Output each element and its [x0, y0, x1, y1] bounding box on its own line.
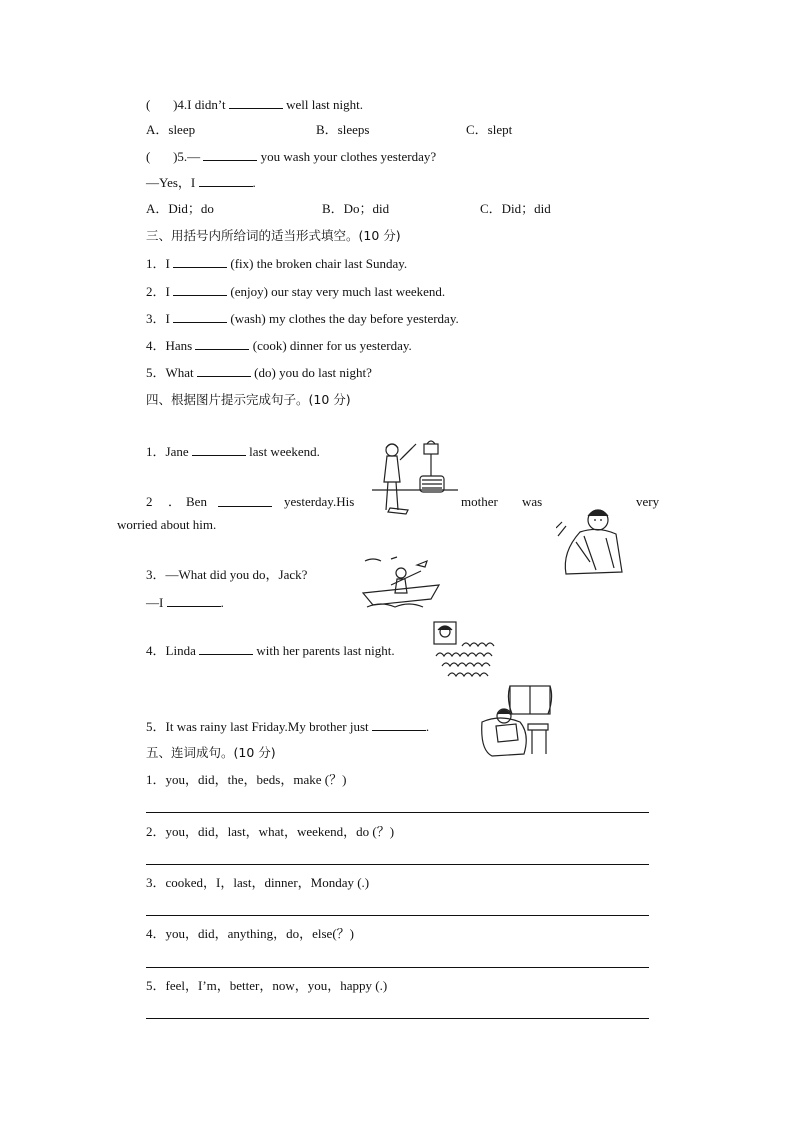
item-text-before: I: [165, 284, 170, 299]
answer-line[interactable]: [146, 967, 649, 968]
item-word: Ben: [186, 494, 207, 509]
answer-text-before: —Yes，I: [146, 175, 196, 190]
question-number: 4.: [177, 97, 188, 112]
item-dot: ．: [168, 494, 182, 509]
item-text-before: What: [165, 365, 194, 380]
item-number: 4．: [146, 338, 166, 353]
answer-blank[interactable]: [173, 310, 227, 323]
item-text-after: last weekend.: [249, 444, 320, 459]
item-text-before: Linda: [165, 643, 196, 658]
answer-text-after: .: [220, 595, 224, 610]
answer-blank[interactable]: [229, 96, 283, 109]
fill-item-1: [146, 255, 407, 272]
reorder-item-1: [146, 772, 346, 788]
item-number: 3．: [146, 311, 166, 326]
answer-blank[interactable]: [192, 443, 246, 456]
section-heading-3: 三、用括号内所给词的适当形式填空。(10 分): [146, 228, 401, 243]
boating-picture: [361, 555, 445, 609]
item-text: —What did you do，Jack?: [165, 567, 308, 582]
option-c[interactable]: C．slept: [466, 122, 513, 137]
item-text-before: I: [165, 311, 170, 326]
option-b[interactable]: B．sleeps: [316, 122, 370, 137]
reorder-item-5: [146, 978, 387, 994]
option-c[interactable]: C．Did；did: [480, 201, 551, 216]
answer-line[interactable]: [146, 915, 649, 916]
item-number: 5．: [146, 719, 166, 734]
item-text-before: I: [165, 256, 170, 271]
item-number: 4．: [146, 643, 166, 658]
item-number: 4．: [146, 926, 166, 941]
question-text-before: I didn’t: [187, 97, 226, 112]
item-number: 1．: [146, 772, 166, 787]
answer-blank[interactable]: [167, 594, 221, 607]
question-number: 5.: [177, 149, 188, 164]
answer-blank[interactable]: [195, 337, 249, 350]
cleaning-girl-picture: [372, 438, 458, 516]
answer-paren[interactable]: ( ): [146, 149, 178, 164]
item-text-after: (fix) the broken chair last Sunday.: [230, 256, 408, 271]
item-number: 5．: [146, 978, 166, 993]
picture-item-1: [146, 443, 320, 460]
option-b[interactable]: B．Do；did: [322, 201, 390, 216]
item-word: very: [636, 494, 660, 509]
item-text-after: (cook) dinner for us yesterday.: [252, 338, 412, 353]
answer-blank[interactable]: [173, 255, 227, 268]
picture-item-4: [146, 642, 395, 659]
picture-item-2-number: [146, 494, 153, 510]
item-text-before: It was rainy last Friday.My brother just: [165, 719, 369, 734]
item-words: cooked，I，last，dinner，Monday (.): [165, 875, 370, 890]
answer-line[interactable]: [146, 1018, 649, 1019]
item-number: 2: [146, 494, 153, 509]
item-text-continued: worried about him.: [117, 517, 217, 532]
answer-text-before: —I: [146, 595, 164, 610]
question-5: [146, 148, 436, 165]
item-words: feel，I’m，better，now，you，happy (.): [165, 978, 388, 993]
sick-boy-picture: [556, 502, 624, 576]
fill-item-5: [146, 364, 372, 381]
answer-paren[interactable]: ( ): [146, 97, 178, 112]
reorder-item-3: [146, 875, 369, 891]
section-heading-4: 四、根据图片提示完成句子。(10 分): [146, 392, 351, 407]
question-4: [146, 96, 363, 113]
fill-item-2: [146, 283, 445, 300]
item-number: 1．: [146, 444, 166, 459]
item-text-after: (enjoy) our stay very much last weekend.: [230, 284, 446, 299]
item-text-before: Hans: [165, 338, 193, 353]
answer-blank[interactable]: [173, 283, 227, 296]
item-text-after: .: [425, 719, 430, 734]
option-a[interactable]: A．sleep: [146, 122, 196, 137]
answer-blank[interactable]: [199, 642, 253, 655]
answer-text-after: .: [252, 175, 256, 190]
item-number: 3．: [146, 875, 166, 890]
picture-item-5: [146, 718, 429, 735]
item-text-before: Jane: [165, 444, 189, 459]
item-text-after: (do) you do last night?: [254, 365, 372, 380]
answer-blank[interactable]: [218, 494, 272, 507]
question-5-answer: [146, 174, 256, 191]
item-word: was: [522, 494, 543, 509]
answer-line[interactable]: [146, 812, 649, 813]
item-number: 1．: [146, 256, 166, 271]
answer-blank[interactable]: [203, 148, 257, 161]
reorder-item-4: [146, 926, 354, 942]
item-number: 3．: [146, 567, 166, 582]
item-words: you，did，anything，do，else(？): [165, 926, 354, 941]
fill-item-4: [146, 337, 412, 354]
answer-blank[interactable]: [197, 364, 251, 377]
item-text-after: (wash) my clothes the day before yesterday.: [230, 311, 459, 326]
item-number: 2．: [146, 824, 166, 839]
reading-boy-picture: [476, 684, 554, 760]
picture-item-3: [146, 567, 307, 583]
option-a[interactable]: A．Did；do: [146, 201, 214, 216]
section-heading-5: 五、连词成句。(10 分): [146, 745, 276, 760]
reorder-item-2: [146, 824, 394, 840]
answer-line[interactable]: [146, 864, 649, 865]
item-text-after: with her parents last night.: [256, 643, 395, 658]
item-words: you，did，last，what，weekend，do (？): [165, 824, 395, 839]
item-number: 2．: [146, 284, 166, 299]
item-word: mother: [461, 494, 498, 509]
question-text-before: —: [187, 149, 201, 164]
concert-picture: [432, 620, 506, 678]
item-number: 5．: [146, 365, 166, 380]
picture-item-3-answer: [146, 594, 224, 611]
question-text-after: you wash your clothes yesterday?: [260, 149, 437, 164]
question-text-after: well last night.: [286, 97, 363, 112]
item-words: you，did，the，beds，make (？): [165, 772, 347, 787]
fill-item-3: [146, 310, 459, 327]
item-word: yesterday.His: [284, 494, 355, 509]
answer-blank[interactable]: [372, 718, 426, 731]
answer-blank[interactable]: [199, 174, 253, 187]
